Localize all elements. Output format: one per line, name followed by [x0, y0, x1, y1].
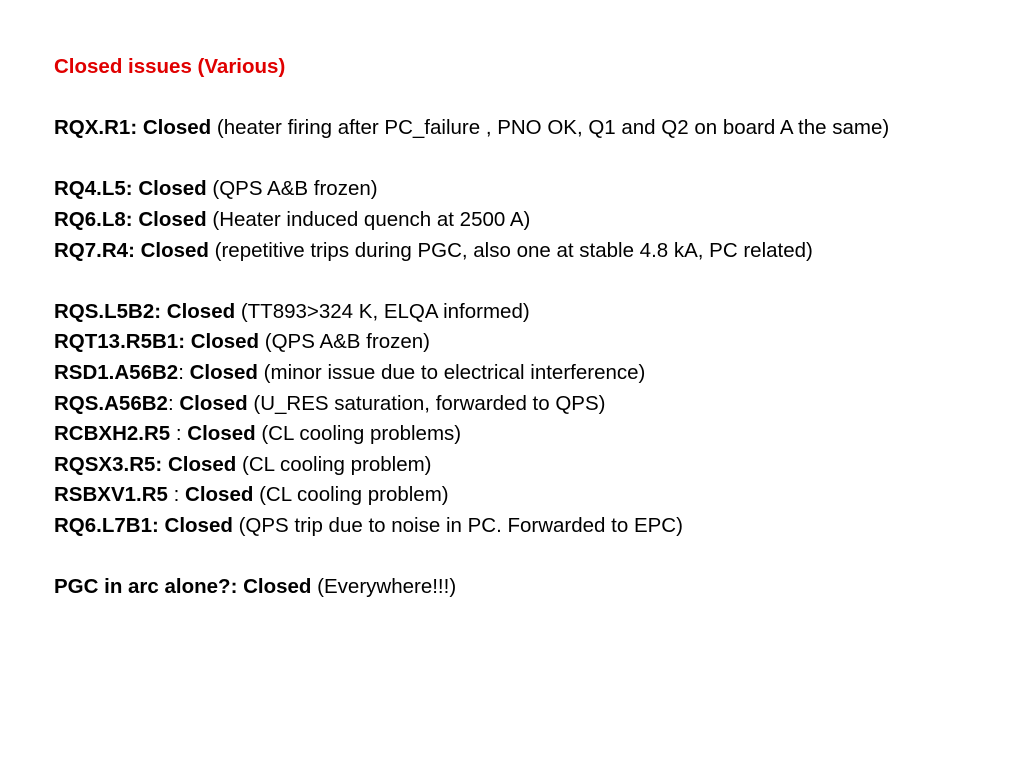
- issue-line-rqs-a56b2: [54, 389, 954, 420]
- issue-status: Closed: [187, 422, 256, 446]
- issue-id: RSBXV1.R5: [54, 483, 168, 507]
- issue-status: Closed: [185, 483, 254, 507]
- issue-line-rq6-l8: [54, 205, 954, 236]
- issue-separator: :: [130, 116, 143, 140]
- slide-content: [54, 52, 954, 603]
- slide-title: Closed issues (Various): [54, 55, 286, 78]
- issue-id: RSD1.A56B2: [54, 360, 179, 384]
- issue-separator: :: [125, 177, 139, 201]
- spacer: [54, 266, 954, 297]
- issue-status: Closed: [179, 391, 248, 415]
- issue-id: RQ6.L7B1: [54, 513, 152, 537]
- issue-line-rqt13-r5b1: [54, 327, 954, 358]
- issue-status: Closed: [189, 360, 258, 384]
- issue-line-rqx-r1: [54, 113, 954, 144]
- issue-note: (heater firing after PC_failure , PNO OK, Q1 and Q2 on board A the same): [211, 116, 890, 140]
- issue-separator: :: [230, 575, 244, 599]
- issue-separator: :: [151, 513, 165, 537]
- issue-status: Closed: [164, 513, 233, 537]
- issue-status: Closed: [142, 116, 212, 140]
- issue-line-rqs-l5b2: [54, 297, 954, 328]
- issue-separator: :: [167, 391, 180, 415]
- issue-id: PGC in arc alone?: [54, 575, 231, 599]
- issue-note: (repetitive trips during PGC, also one at stable 4.8 kA, PC related): [208, 238, 813, 262]
- issue-status: Closed: [140, 238, 209, 262]
- issue-id: RQ6.L8: [54, 207, 126, 231]
- issue-id: RQT13.R5B1: [54, 330, 179, 354]
- issue-line-rq6-l7b1: [54, 511, 954, 542]
- issue-status: Closed: [190, 330, 260, 354]
- issue-note: (U_RES saturation, forwarded to QPS): [247, 391, 606, 415]
- issue-line-rsbxv1-r5: [54, 480, 954, 511]
- issue-id: RQ4.L5: [54, 177, 126, 201]
- issue-separator: :: [170, 422, 188, 446]
- spacer: [54, 144, 954, 175]
- issue-id: RQ7.R4: [54, 238, 129, 262]
- issue-separator: :: [167, 483, 186, 507]
- issue-note: (CL cooling problem): [236, 452, 432, 476]
- issue-separator: :: [178, 360, 190, 384]
- issue-separator: :: [154, 299, 167, 323]
- issue-note: (CL cooling problem): [253, 483, 449, 507]
- issue-id: RCBXH2.R5: [54, 422, 171, 446]
- issue-note: (Heater induced quench at 2500 A): [206, 207, 531, 231]
- issue-separator: :: [155, 452, 168, 476]
- issue-id: RQS.A56B2: [54, 391, 168, 415]
- issue-id: RQS.L5B2: [54, 299, 155, 323]
- issue-separator: :: [125, 207, 139, 231]
- spacer: [54, 83, 954, 114]
- issue-id: RQX.R1: [54, 116, 131, 140]
- issue-separator: :: [128, 238, 141, 262]
- issue-note: (TT893>324 K, ELQA informed): [235, 299, 530, 323]
- issue-line-rsd1-a56b2: [54, 358, 954, 389]
- issue-note: (QPS A&B frozen): [206, 177, 378, 201]
- issue-note: (minor issue due to electrical interference): [257, 360, 646, 384]
- issue-line-rqsx3-r5: [54, 450, 954, 481]
- issue-note: (CL cooling problems): [255, 422, 462, 446]
- issue-line-rcbxh2-r5: [54, 419, 954, 450]
- issue-note: (QPS trip due to noise in PC. Forwarded to EPC): [232, 513, 683, 537]
- issue-id: RQSX3.R5: [54, 452, 156, 476]
- issue-line-pgc-arc: [54, 572, 954, 603]
- issue-line-rq4-l5: [54, 174, 954, 205]
- issue-note: (Everywhere!!!): [311, 575, 457, 599]
- issue-line-rq7-r4: [54, 236, 954, 267]
- issue-status: Closed: [243, 575, 312, 599]
- issue-separator: :: [178, 330, 191, 354]
- issue-status: Closed: [166, 299, 236, 323]
- issue-status: Closed: [138, 177, 207, 201]
- issue-status: Closed: [138, 207, 207, 231]
- issue-note: (QPS A&B frozen): [259, 330, 430, 354]
- issue-status: Closed: [167, 452, 237, 476]
- spacer: [54, 542, 954, 573]
